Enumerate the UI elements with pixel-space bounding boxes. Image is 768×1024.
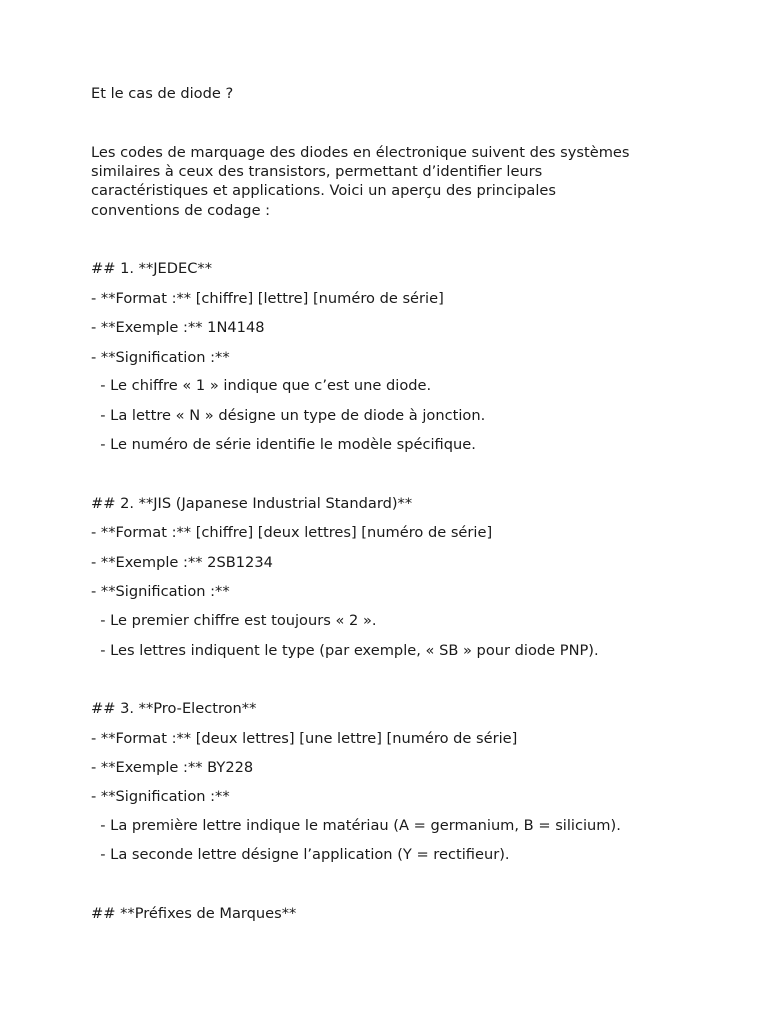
section-1-meaning-label: - **Signification :** [91, 349, 230, 366]
section-2-example: - **Exemple :** 2SB1234 [91, 554, 273, 571]
section-1-point-2: - La lettre « N » désigne un type de diode à jonction. [91, 407, 486, 424]
section-3-heading: ## 3. **Pro-Electron** [91, 700, 257, 717]
question-text: Et le cas de diode ? [91, 85, 234, 102]
section-3-point-1: - La première lettre indique le matériau (A = germanium, B = silicium). [91, 817, 621, 834]
section-2-heading: ## 2. **JIS (Japanese Industrial Standard)** [91, 495, 413, 512]
section-2-point-2: - Les lettres indiquent le type (par exemple, « SB » pour diode PNP). [91, 642, 599, 659]
intro-line-4: conventions de codage : [91, 202, 271, 219]
intro-line-1: Les codes de marquage des diodes en électronique suivent des systèmes [91, 144, 630, 161]
section-1-example: - **Exemple :** 1N4148 [91, 319, 265, 336]
brand-prefixes-heading: ## **Préfixes de Marques** [91, 905, 297, 922]
section-3-meaning-label: - **Signification :** [91, 788, 230, 805]
section-1-point-1: - Le chiffre « 1 » indique que c’est une diode. [91, 377, 432, 394]
section-1-format: - **Format :** [chiffre] [lettre] [numéro de série] [91, 290, 444, 307]
section-3-example: - **Exemple :** BY228 [91, 759, 254, 776]
section-2-format: - **Format :** [chiffre] [deux lettres] [numéro de série] [91, 524, 493, 541]
intro-line-2: similaires à ceux des transistors, permettant d’identifier leurs [91, 163, 543, 180]
section-2-meaning-label: - **Signification :** [91, 583, 230, 600]
section-1-heading: ## 1. **JEDEC** [91, 260, 213, 277]
intro-line-3: caractéristiques et applications. Voici un aperçu des principales [91, 182, 556, 199]
section-1-point-3: - Le numéro de série identifie le modèle spécifique. [91, 436, 476, 453]
section-3-format: - **Format :** [deux lettres] [une lettre] [numéro de série] [91, 730, 518, 747]
section-2-point-1: - Le premier chiffre est toujours « 2 ». [91, 612, 377, 629]
section-3-point-2: - La seconde lettre désigne l’application (Y = rectifieur). [91, 846, 510, 863]
